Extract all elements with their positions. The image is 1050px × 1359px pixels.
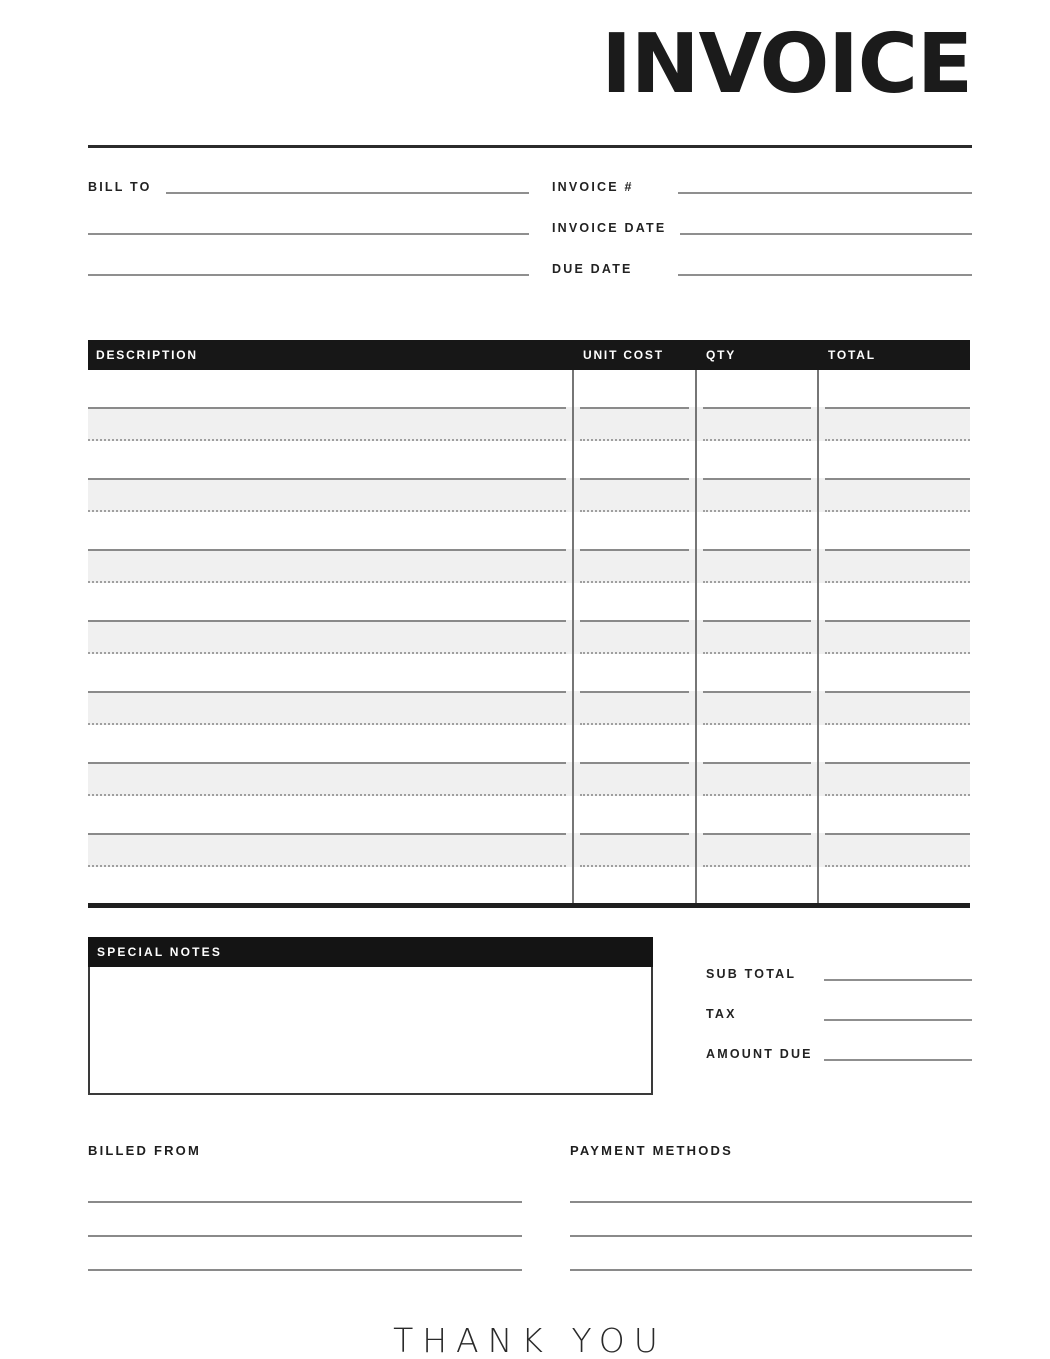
table-cell-total [817, 583, 970, 620]
table-cell-description [88, 867, 572, 903]
table-row-spacer [88, 867, 970, 903]
bill-to-extra-lines [88, 219, 529, 276]
payment-methods-lines [570, 1158, 972, 1271]
invoice-date-input-line[interactable] [680, 219, 972, 235]
due-date-row [552, 260, 972, 276]
invoice-date-row [552, 219, 972, 235]
table-cell-qty[interactable] [695, 620, 817, 654]
table-cell-unit_cost[interactable] [572, 833, 695, 867]
payment-methods-label: PAYMENT METHODS [570, 1143, 734, 1158]
table-cell-description [88, 370, 572, 407]
invoice-number-input-line[interactable] [678, 178, 972, 194]
subtotal-input-line[interactable] [824, 965, 972, 981]
table-cell-total [817, 867, 970, 903]
column-header-description: DESCRIPTION [96, 348, 198, 362]
table-cell-qty [695, 512, 817, 549]
table-cell-qty[interactable] [695, 691, 817, 725]
table-cell-unit_cost [572, 796, 695, 833]
payment-methods-input-line[interactable] [570, 1237, 972, 1271]
table-cell-unit_cost[interactable] [572, 762, 695, 796]
table-cell-unit_cost [572, 512, 695, 549]
table-cell-total[interactable] [817, 833, 970, 867]
invoice-meta-section [88, 178, 972, 301]
amount-due-row [706, 1045, 972, 1061]
table-row-spacer [88, 583, 970, 620]
billed-from-label: BILLED FROM [88, 1143, 202, 1158]
table-cell-qty[interactable] [695, 762, 817, 796]
table-cell-description[interactable] [88, 478, 572, 512]
table-cell-unit_cost[interactable] [572, 549, 695, 583]
table-row [88, 691, 970, 725]
table-cell-description [88, 512, 572, 549]
column-header-total: TOTAL [828, 348, 876, 362]
table-cell-description [88, 441, 572, 478]
table-cell-total[interactable] [817, 620, 970, 654]
payment-methods-input-line[interactable] [570, 1158, 972, 1203]
table-header-row [88, 340, 970, 370]
billed-from-lines [88, 1158, 522, 1271]
column-header-qty: QTY [706, 348, 737, 362]
table-cell-qty [695, 867, 817, 903]
table-cell-description [88, 725, 572, 762]
table-cell-qty [695, 441, 817, 478]
invoice-date-label: INVOICE DATE [552, 221, 667, 235]
bill-to-extra-input-line[interactable] [88, 260, 529, 276]
invoice-number-label: INVOICE # [552, 180, 634, 194]
amount-due-label: AMOUNT DUE [706, 1047, 813, 1061]
table-cell-unit_cost[interactable] [572, 407, 695, 441]
billed-from-input-line[interactable] [88, 1203, 522, 1237]
totals-block [706, 937, 972, 1095]
table-row-spacer [88, 441, 970, 478]
table-cell-qty [695, 370, 817, 407]
table-cell-qty[interactable] [695, 549, 817, 583]
table-row [88, 833, 970, 867]
table-cell-qty [695, 725, 817, 762]
title-divider [88, 145, 972, 148]
table-cell-total [817, 441, 970, 478]
payment-methods-input-line[interactable] [570, 1203, 972, 1237]
table-cell-description [88, 796, 572, 833]
table-cell-qty[interactable] [695, 478, 817, 512]
amount-due-input-line[interactable] [824, 1045, 972, 1061]
table-cell-total [817, 512, 970, 549]
table-cell-total[interactable] [817, 549, 970, 583]
special-notes-header: SPECIAL NOTES [88, 937, 653, 967]
subtotal-row [706, 965, 972, 981]
bill-to-extra-input-line[interactable] [88, 219, 529, 235]
table-row-spacer [88, 654, 970, 691]
bill-to-block [88, 178, 529, 301]
bill-to-row [88, 178, 529, 194]
invoice-fields-block [552, 178, 972, 301]
table-cell-unit_cost[interactable] [572, 478, 695, 512]
table-row-spacer [88, 370, 970, 407]
table-cell-total [817, 796, 970, 833]
table-cell-total[interactable] [817, 407, 970, 441]
table-cell-unit_cost [572, 654, 695, 691]
notes-and-totals-section [88, 937, 972, 1095]
table-row-spacer [88, 725, 970, 762]
page-title: INVOICE [601, 17, 972, 112]
table-cell-total[interactable] [817, 478, 970, 512]
payment-methods-block [570, 1143, 972, 1271]
line-items-table [88, 340, 970, 908]
table-cell-total[interactable] [817, 691, 970, 725]
table-cell-qty[interactable] [695, 833, 817, 867]
due-date-input-line[interactable] [678, 260, 972, 276]
table-cell-description[interactable] [88, 620, 572, 654]
special-notes-input-box[interactable] [88, 967, 653, 1095]
subtotal-label: SUB TOTAL [706, 967, 797, 981]
table-cell-total [817, 654, 970, 691]
table-cell-unit_cost [572, 441, 695, 478]
table-cell-qty [695, 654, 817, 691]
table-cell-qty[interactable] [695, 407, 817, 441]
table-cell-unit_cost [572, 867, 695, 903]
tax-label: TAX [706, 1007, 737, 1021]
table-row [88, 407, 970, 441]
table-cell-total [817, 370, 970, 407]
tax-input-line[interactable] [824, 1005, 972, 1021]
billed-from-input-line[interactable] [88, 1158, 522, 1203]
billed-from-input-line[interactable] [88, 1237, 522, 1271]
thank-you-message: THANK YOU [393, 1321, 667, 1359]
table-row [88, 478, 970, 512]
table-cell-qty [695, 583, 817, 620]
table-cell-unit_cost[interactable] [572, 620, 695, 654]
column-header-unit-cost: UNIT COST [583, 348, 664, 362]
table-cell-description[interactable] [88, 407, 572, 441]
billed-from-payment-section [88, 1143, 972, 1271]
table-cell-description [88, 583, 572, 620]
table-row-spacer [88, 796, 970, 833]
table-cell-description[interactable] [88, 549, 572, 583]
table-cell-unit_cost [572, 583, 695, 620]
tax-row [706, 1005, 972, 1021]
invoice-number-row [552, 178, 972, 194]
table-cell-unit_cost [572, 725, 695, 762]
table-cell-unit_cost[interactable] [572, 691, 695, 725]
table-cell-description [88, 654, 572, 691]
table-cell-unit_cost [572, 370, 695, 407]
table-row [88, 549, 970, 583]
table-row-spacer [88, 512, 970, 549]
table-cell-description[interactable] [88, 691, 572, 725]
billed-from-block [88, 1143, 522, 1271]
table-row [88, 762, 970, 796]
bill-to-input-line[interactable] [166, 178, 529, 194]
bill-to-label: BILL TO [88, 180, 152, 194]
table-cell-total [817, 725, 970, 762]
special-notes-block [88, 937, 653, 1095]
table-cell-qty [695, 796, 817, 833]
due-date-label: DUE DATE [552, 262, 633, 276]
table-cell-description[interactable] [88, 762, 572, 796]
table-body [88, 370, 970, 908]
table-row [88, 620, 970, 654]
table-cell-description[interactable] [88, 833, 572, 867]
table-cell-total[interactable] [817, 762, 970, 796]
